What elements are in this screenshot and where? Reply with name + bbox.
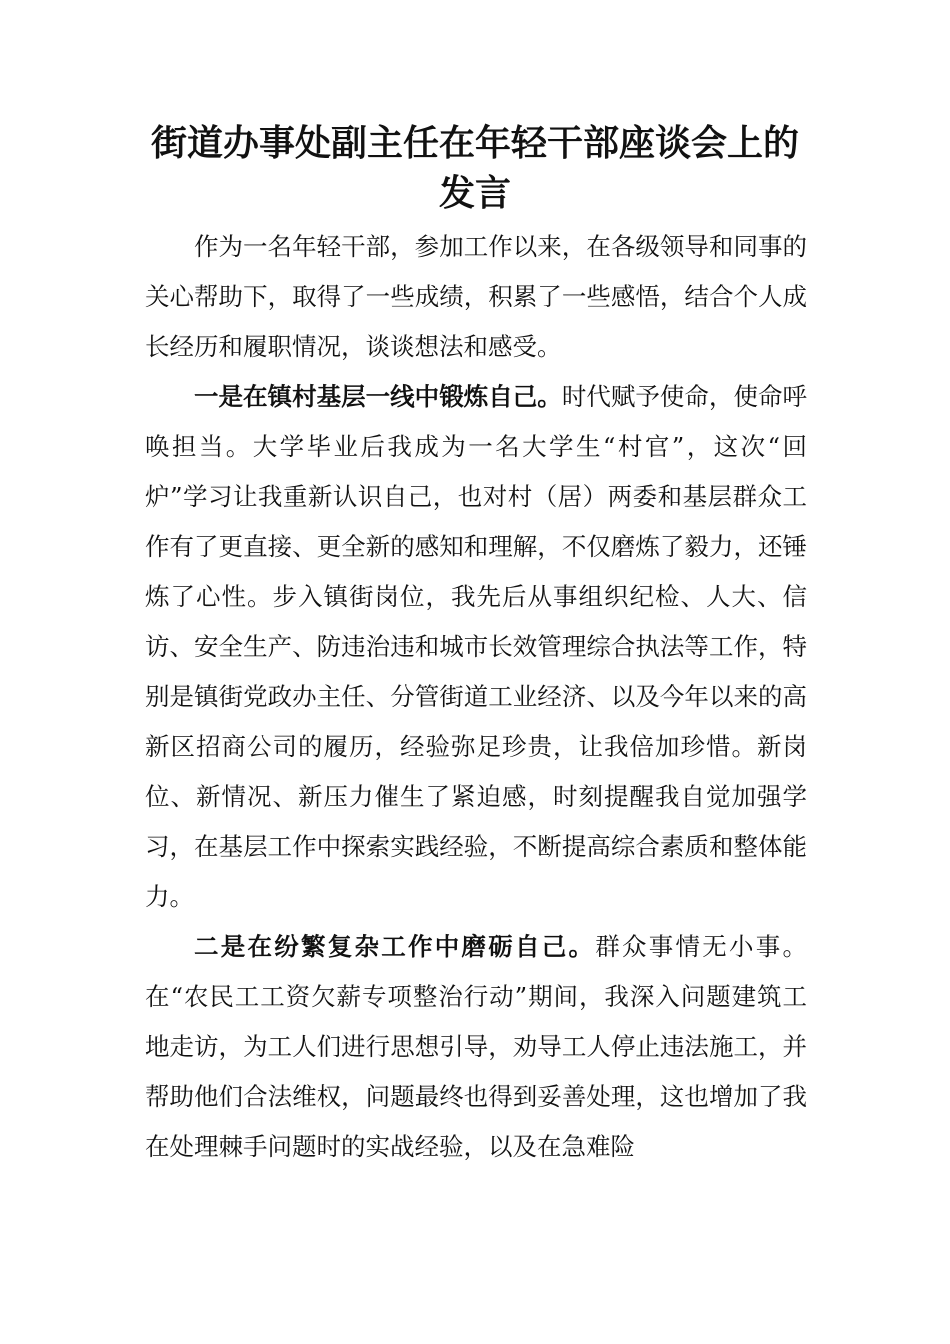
paragraph-point-two bbox=[145, 922, 807, 1172]
paragraph-lead: 一是在镇村基层一线中锻炼自己。 bbox=[194, 382, 562, 411]
paragraph-lead: 二是在纷繁复杂工作中磨砺自己。 bbox=[194, 932, 596, 961]
paragraph-intro bbox=[145, 222, 807, 372]
document-body bbox=[145, 222, 807, 1172]
paragraph-text: 群众事情无小事。在“农民工工资欠薪专项整治行动”期间，我深入问题建筑工地走访，为工人们进行思想引导，劝导工人停止违法施工，并帮助他们合法维权，问题最终也得到妥善处理，这也增加了我在处理棘手问题时的实战经验，以及在急难险 bbox=[145, 932, 807, 1161]
paragraph-text: 作为一名年轻干部，参加工作以来，在各级领导和同事的关心帮助下，取得了一些成绩，积累了一些感悟，结合个人成长经历和履职情况，谈谈想法和感受。 bbox=[145, 232, 807, 361]
document-title: 街道办事处副主任在年轻干部座谈会上的发言 bbox=[150, 122, 799, 214]
paragraph-text: 时代赋予使命，使命呼唤担当。大学毕业后我成为一名大学生“村官”，这次“回炉”学习让我重新认识自己，也对村（居）两委和基层群众工作有了更直接、更全新的感知和理解，不仅磨炼了毅力，还锤炼了心性。步入镇街岗位，我先后从事组织纪检、人大、信访、安全生产、防违治违和城市长效管理综合执法等工作，特别是镇街党政办主任、分管街道工业经济、以及今年以来的高新区招商公司的履历，经验弥足珍贵，让我倍加珍惜。新岗位、新情况、新压力催生了紧迫感，时刻提醒我自觉加强学习，在基层工作中探索实践经验，不断提高综合素质和整体能力。 bbox=[145, 382, 807, 911]
paragraph-point-one bbox=[145, 372, 807, 922]
